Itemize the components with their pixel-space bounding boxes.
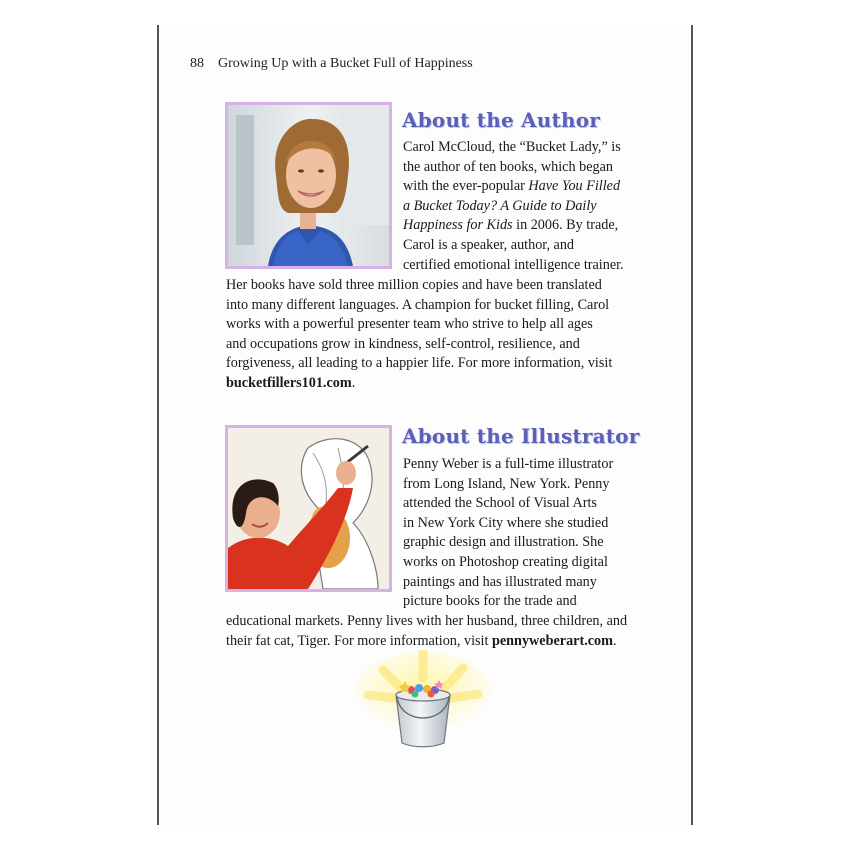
illustrator-photo xyxy=(225,425,392,592)
text-line: from Long Island, New York. Penny xyxy=(403,475,610,492)
website-url: bucketfillers101.com xyxy=(226,374,352,391)
author-heading: About the Author xyxy=(402,108,600,132)
text-line: paintings and has illustrated many xyxy=(403,573,597,590)
text-line xyxy=(403,197,624,217)
text-line: in New York City where she studied xyxy=(403,514,609,531)
text-line: and occupations grow in kindness, self-control, resilience, and xyxy=(226,335,580,352)
text-line: with the ever-popular Have You Filled xyxy=(403,178,621,195)
text-line: into many different languages. A champion for bucket filling, Carol xyxy=(226,296,610,313)
book-title: Have You Filled xyxy=(528,178,621,195)
text-line: certified emotional intelligence trainer. xyxy=(403,256,624,273)
text-line: Penny Weber is a full-time illustrator xyxy=(403,456,614,472)
website-url: pennyweberart.com xyxy=(491,632,613,649)
book-title: Happiness for Kids xyxy=(403,217,513,234)
illustrator-bio-wide xyxy=(226,612,627,651)
text-line: attended the School of Visual Arts xyxy=(403,495,597,512)
text-line: Carol is a speaker, author, and xyxy=(403,236,575,253)
happy-bucket-icon xyxy=(353,650,493,750)
page-number: 88 xyxy=(190,56,204,71)
running-header xyxy=(190,56,473,72)
illustrator-heading: About the Illustrator xyxy=(402,424,640,448)
text-line: picture books for the trade and xyxy=(403,593,577,610)
running-title: Growing Up with a Bucket Full of Happiness xyxy=(218,56,473,71)
text-line: works on Photoshop creating digital xyxy=(403,553,608,570)
text-line: works with a powerful presenter team who strive to help all ages xyxy=(226,316,593,333)
text-line: Happiness for Kids in 2006. By trade, xyxy=(403,217,619,234)
text-line: educational markets. Penny lives with her husband, three children, and xyxy=(226,613,628,629)
illustrator-bio-narrow xyxy=(403,455,613,612)
author-bio-narrow xyxy=(403,138,624,275)
text-line: their fat cat, Tiger. For more information, visit pennyweberart.com. xyxy=(226,632,617,649)
text-line: Carol McCloud, the “Bucket Lady,” is xyxy=(403,139,621,155)
text-line: bucketfillers101.com. xyxy=(226,374,356,391)
text-line: graphic design and illustration. She xyxy=(403,534,604,551)
text-line: the author of ten books, which began xyxy=(403,158,613,175)
book-title: a Bucket Today? A Guide to Daily xyxy=(403,197,597,214)
text-line: forgiveness, all leading to a happier life. For more information, visit xyxy=(226,355,613,372)
author-bio-wide xyxy=(226,276,612,394)
author-photo xyxy=(225,102,392,269)
text-line: Her books have sold three million copies and have been translated xyxy=(226,277,602,293)
